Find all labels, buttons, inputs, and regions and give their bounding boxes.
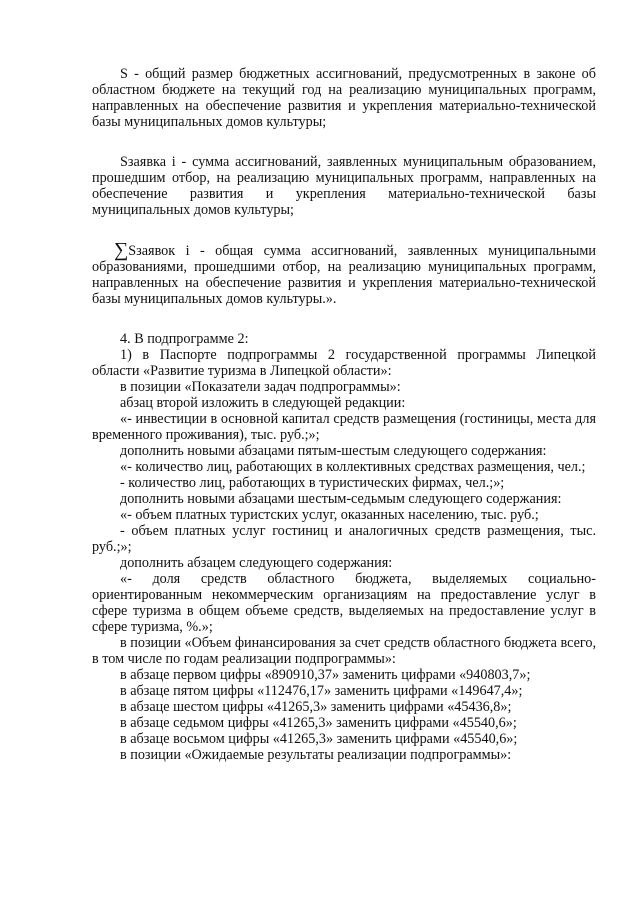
paragraph-eighth-replace: в абзаце восьмом цифры «41265,3» заменить цифрами «45540,6»; <box>120 731 518 747</box>
s-zayavka-definition: Sзаявка i - сумма ассигнований, заявленных муниципальным образованием, прошедшим отбор, на реализацию муниципальных программ, направленных на обеспечение развития и укрепления материально-технической базы муниципальных домов культуры; <box>92 154 596 218</box>
investments-text: «- инвестиции в основной капитал средств размещения (гостиницы, места для временного проживания), тыс. руб.;»; <box>92 411 596 443</box>
s-definition: S - общий размер бюджетных ассигнований, предусмотренных в законе об областном бюджете на текущий год на реализацию муниципальных программ, направленных на обеспечение развития и укрепления материально-технической базы муниципальных домов культуры; <box>92 66 596 130</box>
paragraph-seventh-replace: в абзаце седьмом цифры «41265,3» заменить цифрами «45540,6»; <box>120 715 517 731</box>
add-paragraphs-6-7: дополнить новыми абзацами шестым-седьмым следующего содержания: <box>120 491 562 507</box>
sigma-symbol: ∑ <box>114 239 129 261</box>
position-financing: в позиции «Объем финансирования за счет средств областного бюджета всего, в том числе по годам реализации подпрограммы»: <box>92 635 596 667</box>
paragraph-two-edit: абзац второй изложить в следующей редакции: <box>120 395 406 411</box>
add-paragraph: дополнить абзацем следующего содержания: <box>120 555 393 571</box>
sum-definition-text: Sзаявок i - общая сумма ассигнований, заявленных муниципальными образованиями, прошедшими отбор, на реализацию муниципальных программ, направленных на обеспечение развития и укрепления материально-технической базы муниципальных домов культуры.». <box>92 243 596 307</box>
add-paragraphs-5-6: дополнить новыми абзацами пятым-шестым следующего содержания: <box>120 443 547 459</box>
persons-collective: «- количество лиц, работающих в коллективных средствах размещения, чел.; <box>120 459 586 475</box>
item-4-heading: 4. В подпрограмме 2: <box>120 331 249 347</box>
paid-hotel-services: - объем платных услуг гостиниц и аналогичных средств размещения, тыс. руб.;»; <box>92 523 596 555</box>
share-budget-text: «- доля средств областного бюджета, выделяемых социально-ориентированным некоммерческим организациям на предоставление услуг в сфере туризма в общем объеме средств, выделяемых на предоставление услуг в сфере туризма, %.»; <box>92 571 596 635</box>
persons-firms: - количество лиц, работающих в туристических фирмах, чел.;»; <box>120 475 505 491</box>
paragraph-first-replace: в абзаце первом цифры «890910,37» заменить цифрами «940803,7»; <box>120 667 531 683</box>
paragraph-sixth-replace: в абзаце шестом цифры «41265,3» заменить цифрами «45436,8»; <box>120 699 512 715</box>
item-4-1-passport: 1) в Паспорте подпрограммы 2 государственной программы Липецкой области «Развитие туризма в Липецкой области»: <box>92 347 596 379</box>
document-page <box>92 66 596 763</box>
sum-definition <box>92 239 596 307</box>
position-indicators: в позиции «Показатели задач подпрограммы»: <box>120 379 401 395</box>
paragraph-fifth-replace: в абзаце пятом цифры «112476,17» заменить цифрами «149647,4»; <box>120 683 523 699</box>
paid-tourist-services: «- объем платных туристских услуг, оказанных населению, тыс. руб.; <box>120 507 539 523</box>
position-expected-results: в позиции «Ожидаемые результаты реализации подпрограммы»: <box>120 747 512 763</box>
